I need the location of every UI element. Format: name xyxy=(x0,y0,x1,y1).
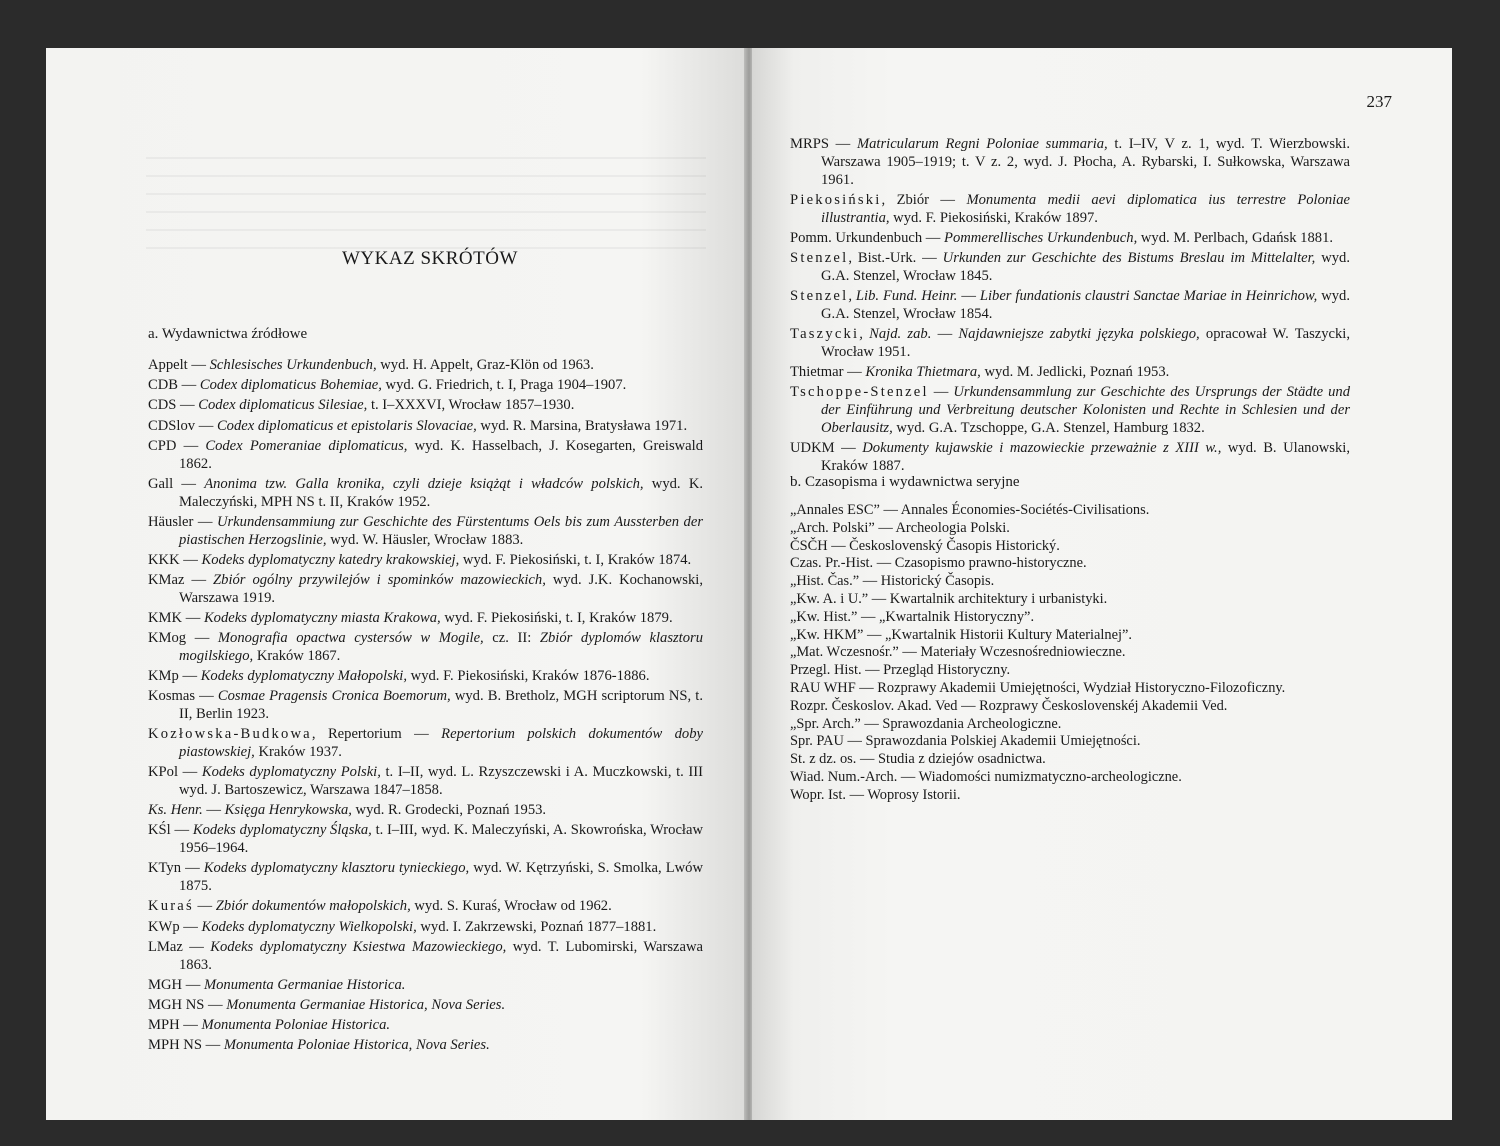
entry-abbreviation: Stenzel xyxy=(790,287,849,304)
entry-details: t. I–XXXVI, Wrocław 1857–1930. xyxy=(367,397,575,414)
entry-abbreviation-suffix: , Najd. zab. xyxy=(859,325,932,342)
journal-entry: „Annales ESC” — Annales Économies-Sociétés-Civilisations. xyxy=(790,502,1150,518)
journal-entry: RAU WHF — Rozprawy Akademii Umiejętności, Wydział Historyczno-Filozoficzny. xyxy=(790,679,1286,696)
entry-abbreviation: MPH xyxy=(148,1017,180,1034)
journal-entry: „Hist. Čas.” — Historický Časopis. xyxy=(790,573,995,590)
entry-title: Monumenta Germaniae Historica. xyxy=(203,976,406,993)
entry-abbreviation: KWp xyxy=(148,918,180,935)
entry-details: wyd. G.A. Stenzel, Wrocław 1854. xyxy=(821,287,1350,322)
entry-title: Kronika Thietmara, xyxy=(865,363,981,380)
entry-abbreviation: MGH xyxy=(148,976,183,993)
abbreviation-entry: CDSlov — Codex diplomaticus et epistolaris Slovaciae, wyd. R. Marsina, Bratysława 1971. xyxy=(148,417,688,434)
entry-title: Repertorium polskich dokumentów doby piastowskiej, xyxy=(179,726,704,761)
entry-abbreviation: Kosmas xyxy=(148,688,196,705)
journal-entry: ČSČH — Československý Časopis Historický. xyxy=(790,537,1060,554)
journal-entry: „Mat. Wczesnośr.” — Materiały Wczesnośredniowieczne. xyxy=(790,644,1126,661)
entry-details: wyd. K. Hasselbach, J. Kosegarten, Greiswald 1862. xyxy=(179,437,703,472)
entry-details: Kraków 1867. xyxy=(253,647,341,664)
entry-title: Codex diplomaticus et epistolaris Slovaciae, xyxy=(216,417,477,434)
entry-title: Cosmae Pragensis Cronica Boemorum, xyxy=(217,688,451,705)
entry-title: Codex Pomeraniae diplomaticus, xyxy=(205,437,408,454)
abbreviation-entry: CPD — Codex Pomeraniae diplomaticus, wyd. K. Hasselbach, J. Kosegarten, Greiswald 1862. xyxy=(148,437,703,472)
journal-entry: „Kw. Hist.” — „Kwartalnik Historyczny”. xyxy=(790,608,1035,625)
entry-abbreviation-suffix: , Zbiór xyxy=(881,191,930,208)
journal-entry: „Spr. Arch.” — Sprawozdania Archeologiczne. xyxy=(790,715,1062,732)
journal-entry: „Kw. HKM” — „Kwartalnik Historii Kultury Materialnej”. xyxy=(790,626,1132,643)
entry-abbreviation: MGH NS xyxy=(148,996,205,1013)
entry-abbreviation-suffix: , Bist.-Urk. xyxy=(848,249,917,266)
section-a-title: a. Wydawnictwa źródłowe xyxy=(148,326,308,342)
entry-abbreviation: KMog xyxy=(148,630,187,647)
journal-entry: Przegl. Hist. — Przegląd Historyczny. xyxy=(790,662,1011,679)
abbreviation-entry: KKK — Kodeks dyplomatyczny katedry krakowskiej, wyd. F. Piekosiński, t. I, Kraków 1874. xyxy=(148,551,692,568)
entry-details: wyd. F. Piekosiński, t. I, Kraków 1879. xyxy=(440,609,673,626)
entry-details: t. I–IV, V z. 1, wyd. T. Wierzbowski. Warszawa 1905–1919; t. V z. 2, wyd. J. Płocha, A. Rybarski, I. Sułkowska, Warszawa 1961. xyxy=(821,136,1351,188)
entry-title: Matricularum Regni Poloniae summaria, xyxy=(856,136,1108,152)
journal-entry: Wiad. Num.-Arch. — Wiadomości numizmatyczno-archeologiczne. xyxy=(790,768,1182,785)
entry-abbreviation: CDB xyxy=(148,377,179,394)
entry-details: wyd. B. Bretholz, MGH scriptorum NS, t. II, Berlin 1923. xyxy=(179,688,704,723)
abbreviation-entry: Gall — Anonima tzw. Galla kronika, czyli dzieje książąt i władców polskich, wyd. K. Maleczyński, MPH NS t. II, Kraków 1952. xyxy=(148,475,704,510)
abbreviation-entry: Taszycki, Najd. zab. — Najdawniejsze zabytki języka polskiego, opracował W. Taszycki, Wrocław 1951. xyxy=(790,325,1350,360)
entry-details: cz. II: xyxy=(483,630,540,647)
entry-title: Schlesisches Urkundenbuch, xyxy=(209,357,377,373)
entry-abbreviation: KMaz xyxy=(148,571,185,588)
abbreviation-entry: Tschoppe-Stenzel — Urkundensammlung zur Geschichte des Ursprungs der Städte und der Einführung und Verbreitung deutscher Kolonisten und Rechte in Schlesien und der Oberlausitz, wyd. G.A. Tzschoppe, G.A. Stenzel, Hamburg 1832. xyxy=(790,384,1351,436)
journal-entry: St. z dz. os. — Studia z dziejów osadnictwa. xyxy=(790,751,1046,768)
abbreviation-entry: Kuraś — Zbiór dokumentów małopolskich, wyd. S. Kuraś, Wrocław od 1962. xyxy=(148,898,612,915)
abbreviation-entry: Kosmas — Cosmae Pragensis Cronica Boemorum, wyd. B. Bretholz, MGH scriptorum NS, t. II, Berlin 1923. xyxy=(148,688,704,723)
entry-abbreviation: Gall xyxy=(148,475,174,492)
entry-abbreviation: CDS xyxy=(148,397,177,414)
abbreviation-entry: Stenzel, Lib. Fund. Heinr. — Liber fundationis claustri Sanctae Mariae in Heinrichow, wyd. G.A. Stenzel, Wrocław 1854. xyxy=(790,287,1350,322)
section-a-entries-continued xyxy=(790,136,1350,478)
entry-abbreviation: Tschoppe-Stenzel xyxy=(790,384,929,401)
entry-title: Anonima tzw. Galla kronika, czyli dzieje książąt i władców polskich, xyxy=(204,475,644,492)
entry-title: Zbiór dyplomów klasztoru mogilskiego, xyxy=(179,630,704,664)
abbreviation-entry: Appelt — Schlesisches Urkundenbuch, wyd. H. Appelt, Graz-Klön od 1963. xyxy=(148,357,594,373)
entry-abbreviation: MPH NS xyxy=(148,1037,202,1054)
entry-title: Urkundensammlung zur Geschichte des Ursprungs der Städte und der Einführung und Verbreitung deutscher Kolonisten und Rechte in Schlesien und der Oberlausitz, xyxy=(821,384,1351,436)
page-heading: WYKAZ SKRÓTÓW xyxy=(342,248,518,269)
entry-details: wyd. T. Lubomirski, Warszawa 1863. xyxy=(179,938,704,973)
entry-abbreviation: Häusler xyxy=(148,513,194,530)
entry-details: wyd. W. Kętrzyński, S. Smolka, Lwów 1875. xyxy=(179,860,704,895)
entry-title: Kodeks dyplomatyczny Ksiestwa Mazowieckiego, xyxy=(210,938,507,955)
entry-details: wyd. B. Ulanowski, Kraków 1887. xyxy=(821,439,1350,474)
abbreviation-entry: KMog — Monografia opactwa cystersów w Mogile, cz. II: Zbiór dyplomów klasztoru mogilskiego, Kraków 1867. xyxy=(148,630,704,664)
entry-details: t. I–III, wyd. K. Maleczyński, A. Skowrońska, Wrocław 1956–1964. xyxy=(179,822,704,857)
abbreviation-entry: KMp — Kodeks dyplomatyczny Małopolski, wyd. F. Piekosiński, Kraków 1876-1886. xyxy=(148,668,650,685)
abbreviation-entry: LMaz — Kodeks dyplomatyczny Ksiestwa Mazowieckiego, wyd. T. Lubomirski, Warszawa 1863. xyxy=(148,938,704,973)
entry-details: wyd. G. Friedrich, t. I, Praga 1904–1907. xyxy=(381,377,627,394)
entry-title: Codex diplomaticus Bohemiae, xyxy=(199,377,382,394)
entry-details: wyd. R. Marsina, Bratysława 1971. xyxy=(476,417,688,434)
entry-title: Monumenta Poloniae Historica, Nova Series. xyxy=(223,1037,490,1054)
journal-entry: „Arch. Polski” — Archeologia Polski. xyxy=(790,519,1010,536)
entry-abbreviation: MRPS xyxy=(790,136,829,152)
entry-abbreviation: Appelt xyxy=(148,357,188,373)
abbreviation-entry: Piekosiński, Zbiór — Monumenta medii aevi diplomatica ius terrestre Poloniae illustrantia, wyd. F. Piekosiński, Kraków 1897. xyxy=(790,191,1351,226)
page-number: 237 xyxy=(1366,92,1392,111)
entry-abbreviation: KKK xyxy=(148,551,180,568)
entry-abbreviation: LMaz xyxy=(148,938,183,955)
entry-details: wyd. K. Maleczyński, MPH NS t. II, Kraków 1952. xyxy=(179,475,704,510)
entry-title: Urkunden zur Geschichte des Bistums Breslau im Mittelalter, xyxy=(942,249,1316,266)
entry-abbreviation: CPD xyxy=(148,437,177,454)
entry-abbreviation: Kuraś xyxy=(148,898,194,915)
entry-details: wyd. F. Piekosiński, t. I, Kraków 1874. xyxy=(459,551,692,568)
entry-title: Księga Henrykowska, xyxy=(224,802,352,819)
entry-abbreviation-suffix: , Lib. Fund. Heinr. xyxy=(848,287,958,304)
entry-details: opracował W. Taszycki, Wrocław 1951. xyxy=(821,325,1350,360)
entry-abbreviation: Thietmar xyxy=(790,363,844,380)
entry-title: Monumenta Poloniae Historica. xyxy=(201,1017,391,1034)
entry-title: Monumenta medii aevi diplomatica ius terrestre Poloniae illustrantia, xyxy=(821,191,1351,226)
entry-title: Kodeks dyplomatyczny Wielkopolski, xyxy=(201,918,417,935)
abbreviation-entry: KŚl — Kodeks dyplomatyczny Śląska, t. I–III, wyd. K. Maleczyński, A. Skowrońska, Wrocław 1956–1964. xyxy=(148,822,704,857)
entry-title: Liber fundationis claustri Sanctae Mariae in Heinrichow, xyxy=(979,287,1318,304)
entry-details: wyd. S. Kuraś, Wrocław od 1962. xyxy=(410,898,612,915)
entry-details: wyd. I. Zakrzewski, Poznań 1877–1881. xyxy=(416,918,657,935)
abbreviation-entry: KPol — Kodeks dyplomatyczny Polski, t. I–II, wyd. L. Rzyszczewski i A. Muczkowski, t. III wyd. J. Bartoszewicz, Warszawa 1847–1858. xyxy=(148,764,704,798)
entry-title: Codex diplomaticus Silesiae, xyxy=(198,397,368,414)
entry-abbreviation-suffix: , Repertorium xyxy=(311,726,402,743)
entry-abbreviation: UDKM xyxy=(790,439,835,456)
entry-abbreviation: Piekosiński xyxy=(790,191,882,208)
entry-details: wyd. F. Piekosiński, Kraków 1897. xyxy=(889,209,1098,226)
entry-details: t. I–II, wyd. L. Rzyszczewski i A. Muczkowski, t. III wyd. J. Bartoszewicz, Warszawa 1847–1858. xyxy=(179,764,704,798)
entry-details: wyd. W. Häusler, Wrocław 1883. xyxy=(326,531,524,548)
abbreviation-entry: Stenzel, Bist.-Urk. — Urkunden zur Geschichte des Bistums Breslau im Mittelalter, wyd. G.A. Stenzel, Wrocław 1845. xyxy=(790,249,1351,284)
entry-title: Pommerellisches Urkundenbuch, xyxy=(944,229,1138,246)
abbreviation-entry: MPH — Monumenta Poloniae Historica. xyxy=(148,1017,391,1034)
section-a-entries xyxy=(148,357,703,1057)
entry-title: Najdawniejsze zabytki języka polskiego, xyxy=(958,325,1200,342)
abbreviation-entry: Ks. Henr. — Księga Henrykowska, wyd. R. Grodecki, Poznań 1953. xyxy=(148,802,547,819)
section-b-entries xyxy=(790,502,1350,805)
abbreviation-entry: KMK — Kodeks dyplomatyczny miasta Krakowa, wyd. F. Piekosiński, t. I, Kraków 1879. xyxy=(148,609,673,626)
entry-abbreviation: Ks. Henr. xyxy=(148,802,203,819)
abbreviation-entry: MPH NS — Monumenta Poloniae Historica, Nova Series. xyxy=(148,1037,490,1054)
journal-entry: Wopr. Ist. — Woprosy Istorii. xyxy=(790,786,961,803)
entry-abbreviation: KMK xyxy=(148,609,183,626)
abbreviation-entry: UDKM — Dokumenty kujawskie i mazowieckie przeważnie z XIII w., wyd. B. Ulanowski, Kraków 1887. xyxy=(790,439,1350,474)
entry-details: wyd. G.A. Stenzel, Wrocław 1845. xyxy=(821,249,1351,284)
abbreviation-entry: KMaz — Zbiór ogólny przywilejów i spominków mazowieckich, wyd. J.K. Kochanowski, Warszawa 1919. xyxy=(148,571,703,606)
entry-title: Kodeks dyplomatyczny katedry krakowskiej, xyxy=(201,551,460,568)
entry-title: Dokumenty kujawskie i mazowieckie przeważnie z XIII w., xyxy=(862,439,1222,456)
entry-details: wyd. J.K. Kochanowski, Warszawa 1919. xyxy=(179,571,703,606)
entry-title: Kodeks dyplomatyczny Śląska, xyxy=(192,822,372,839)
abbreviation-entry: MGH NS — Monumenta Germaniae Historica, Nova Series. xyxy=(148,996,506,1013)
abbreviation-entry: CDB — Codex diplomaticus Bohemiae, wyd. G. Friedrich, t. I, Praga 1904–1907. xyxy=(148,377,627,394)
section-b-title: b. Czasopisma i wydawnictwa seryjne xyxy=(790,474,1020,490)
entry-title: Zbiór ogólny przywilejów i spominków mazowieckich, xyxy=(213,571,546,588)
entry-details: wyd. M. Jedlicki, Poznań 1953. xyxy=(980,363,1170,380)
entry-abbreviation: Pomm. Urkundenbuch xyxy=(790,229,923,246)
abbreviation-entry: Kozłowska-Budkowa, Repertorium — Repertorium polskich dokumentów doby piastowskiej, Kraków 1937. xyxy=(148,726,704,761)
entry-title: Kodeks dyplomatyczny Polski, xyxy=(201,764,381,781)
entry-title: Urkundensammiung zur Geschichte des Fürstentums Oels bis zum Aussterben der piastischen Herzogslinie, xyxy=(179,513,703,548)
abbreviation-entry: KWp — Kodeks dyplomatyczny Wielkopolski, wyd. I. Zakrzewski, Poznań 1877–1881. xyxy=(148,918,657,935)
abbreviation-entry: Pomm. Urkundenbuch — Pommerellisches Urkundenbuch, wyd. M. Perlbach, Gdańsk 1881. xyxy=(790,229,1334,246)
entry-details: wyd. H. Appelt, Graz-Klön od 1963. xyxy=(376,357,594,373)
entry-title: Monografia opactwa cystersów w Mogile, xyxy=(217,630,484,647)
entry-abbreviation: KPol xyxy=(148,764,179,781)
abbreviation-entry: CDS — Codex diplomaticus Silesiae, t. I–XXXVI, Wrocław 1857–1930. xyxy=(148,397,575,414)
entry-title: Monumenta Germaniae Historica, Nova Series. xyxy=(226,996,506,1013)
entry-details: wyd. M. Perlbach, Gdańsk 1881. xyxy=(1137,229,1334,246)
journal-entry: Spr. PAU — Sprawozdania Polskiej Akademii Umiejętności. xyxy=(790,733,1141,750)
entry-abbreviation: Kozłowska-Budkowa xyxy=(148,726,312,743)
entry-abbreviation: KTyn xyxy=(148,860,182,877)
entry-details: Kraków 1937. xyxy=(254,744,342,761)
journal-entry: Czas. Pr.-Hist. — Czasopismo prawno-historyczne. xyxy=(790,555,1087,572)
abbreviation-entry: Häusler — Urkundensammiung zur Geschichte des Fürstentums Oels bis zum Aussterben der piastischen Herzogslinie, wyd. W. Häusler, Wrocław 1883. xyxy=(148,513,703,548)
abbreviation-entry: KTyn — Kodeks dyplomatyczny klasztoru tynieckiego, wyd. W. Kętrzyński, S. Smolka, Lwów 1875. xyxy=(148,860,704,895)
abbreviation-entry: MGH — Monumenta Germaniae Historica. xyxy=(148,976,406,993)
journal-entry: „Kw. A. i U.” — Kwartalnik architektury i urbanistyki. xyxy=(790,590,1108,607)
entry-details: wyd. R. Grodecki, Poznań 1953. xyxy=(351,802,547,819)
entry-title: Kodeks dyplomatyczny miasta Krakowa, xyxy=(203,609,441,626)
entry-title: Kodeks dyplomatyczny Małopolski, xyxy=(200,668,407,685)
abbreviation-entry: MRPS — Matricularum Regni Poloniae summaria, t. I–IV, V z. 1, wyd. T. Wierzbowski. Warszawa 1905–1919; t. V z. 2, wyd. J. Płocha, A. Rybarski, I. Sułkowska, Warszawa 1961. xyxy=(790,136,1351,188)
entry-abbreviation: Taszycki xyxy=(790,325,860,342)
entry-abbreviation: KMp xyxy=(148,668,179,685)
entry-details: wyd. G.A. Tzschoppe, G.A. Stenzel, Hamburg 1832. xyxy=(892,419,1205,436)
entry-abbreviation: CDSlov xyxy=(148,417,196,434)
entry-title: Zbiór dokumentów małopolskich, xyxy=(215,898,411,915)
entry-abbreviation: KŚl xyxy=(148,822,171,839)
entry-details: wyd. F. Piekosiński, Kraków 1876-1886. xyxy=(407,668,650,685)
entry-title: Kodeks dyplomatyczny klasztoru tynieckiego, xyxy=(203,860,470,877)
abbreviation-entry: Thietmar — Kronika Thietmara, wyd. M. Jedlicki, Poznań 1953. xyxy=(790,363,1170,380)
entry-abbreviation: Stenzel xyxy=(790,249,849,266)
journal-entry: Rozpr. Českoslov. Akad. Ved — Rozprawy Československéj Akademii Ved. xyxy=(790,697,1228,714)
